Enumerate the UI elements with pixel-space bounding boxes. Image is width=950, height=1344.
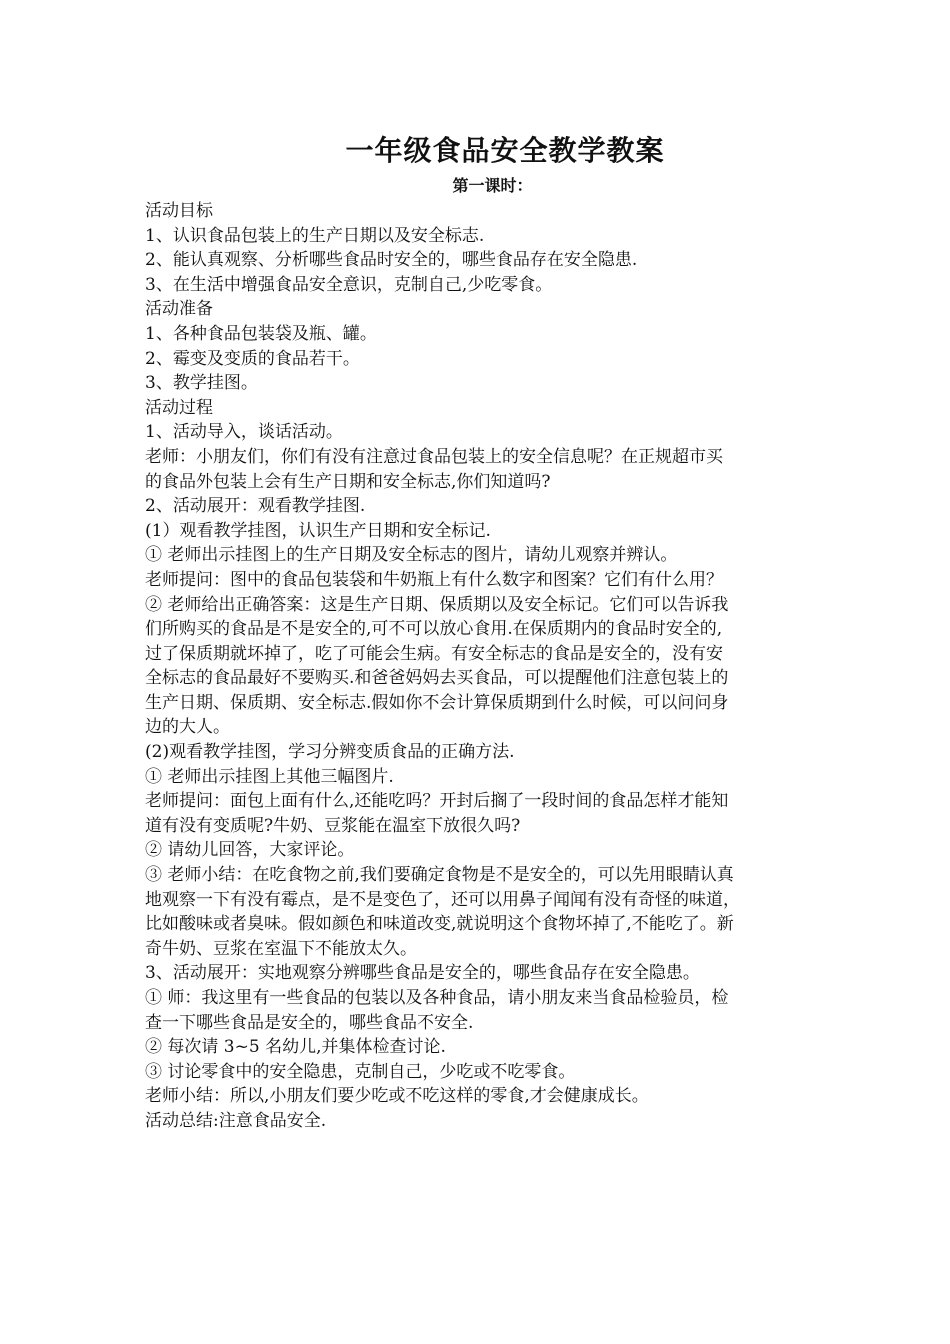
text-line: (2)观看教学挂图，学习分辨变质食品的正确方法. — [145, 742, 515, 763]
text-line: ③ 老师小结：在吃食物之前,我们要确定食物是不是安全的，可以先用眼睛认真 — [145, 865, 734, 886]
text-line: 2、能认真观察、分析哪些食品时安全的，哪些食品存在安全隐患. — [145, 250, 638, 271]
text-line: (1）观看教学挂图，认识生产日期和安全标记. — [145, 520, 491, 541]
text-line: 1、认识食品包装上的生产日期以及安全标志. — [145, 225, 485, 246]
text-line: 2、霉变及变质的食品若干。 — [145, 348, 360, 369]
text-line: 地观察一下有没有霉点，是不是变色了，还可以用鼻子闻闻有没有奇怪的味道， — [145, 889, 740, 910]
text-line: ① 老师出示挂图上的生产日期及安全标志的图片，请幼儿观察并辨认。 — [145, 545, 678, 566]
text-line: ① 老师出示挂图上其他三幅图片. — [145, 766, 394, 787]
text-line: 活动准备 — [145, 299, 213, 320]
text-line: 3、在生活中增强食品安全意识，克制自己,少吃零食。 — [145, 274, 553, 295]
text-line: ① 师：我这里有一些食品的包装以及各种食品，请小朋友来当食品检验员，检 — [145, 988, 729, 1008]
document-body — [145, 199, 817, 1134]
text-line: 活动过程 — [145, 397, 213, 418]
text-line: ③ 讨论零食中的安全隐患，克制自己，少吃或不吃零食。 — [145, 1061, 576, 1082]
text-line: 边的大人。 — [145, 717, 230, 738]
document-title: 一年级食品安全教学教案 — [345, 134, 665, 167]
text-line: 道有没有变质呢?牛奶、豆浆能在温室下放很久吗? — [145, 815, 521, 836]
text-line: 生产日期、保质期、安全标志.假如你不会计算保质期到什么时候，可以问问身 — [145, 692, 729, 713]
text-line: 活动目标 — [145, 201, 213, 221]
text-line: ② 每次请 3~5 名幼儿,并集体检查讨论. — [145, 1037, 446, 1058]
text-line: ② 老师给出正确答案：这是生产日期、保质期以及安全标记。它们可以告诉我 — [145, 594, 729, 615]
text-line: 老师提问：面包上面有什么,还能吃吗？开封后搁了一段时间的食品怎样才能知 — [145, 791, 729, 812]
text-line: 的食品外包装上会有生产日期和安全标志,你们知道吗? — [145, 471, 551, 492]
text-line: 们所购买的食品是不是安全的,可不可以放心食用.在保质期内的食品时安全的, — [145, 619, 723, 640]
text-line: 老师：小朋友们，你们有没有注意过食品包装上的安全信息呢？在正规超市买 — [145, 446, 723, 467]
text-line: 查一下哪些食品是安全的，哪些食品不安全. — [145, 1012, 474, 1033]
text-line: ② 请幼儿回答，大家评论。 — [145, 840, 355, 861]
text-line: 老师提问：图中的食品包装袋和牛奶瓶上有什么数字和图案？它们有什么用？ — [145, 569, 723, 590]
text-line: 老师小结：所以,小朋友们要少吃或不吃这样的零食,才会健康成长。 — [145, 1086, 649, 1107]
text-line: 2、活动展开：观看教学挂图. — [145, 496, 366, 517]
text-line: 1、各种食品包装袋及瓶、罐。 — [145, 323, 377, 344]
text-line: 奇牛奶、豆浆在室温下不能放太久。 — [145, 938, 417, 959]
text-line: 1、活动导入，谈话活动。 — [145, 422, 343, 443]
lesson-subtitle: 第一课时： — [452, 176, 533, 195]
text-line: 3、教学挂图。 — [145, 373, 258, 394]
text-line: 比如酸味或者臭味。假如颜色和味道改变,就说明这个食物坏掉了,不能吃了。新 — [145, 914, 734, 935]
text-line: 全标志的食品最好不要购买.和爸爸妈妈去买食品，可以提醒他们注意包装上的 — [145, 668, 729, 689]
text-line: 3、活动展开：实地观察分辨哪些食品是安全的，哪些食品存在安全隐患。 — [145, 963, 700, 984]
text-line: 活动总结:注意食品安全. — [145, 1110, 327, 1131]
text-line: 过了保质期就坏掉了，吃了可能会生病。有安全标志的食品是安全的，没有安 — [145, 643, 723, 664]
